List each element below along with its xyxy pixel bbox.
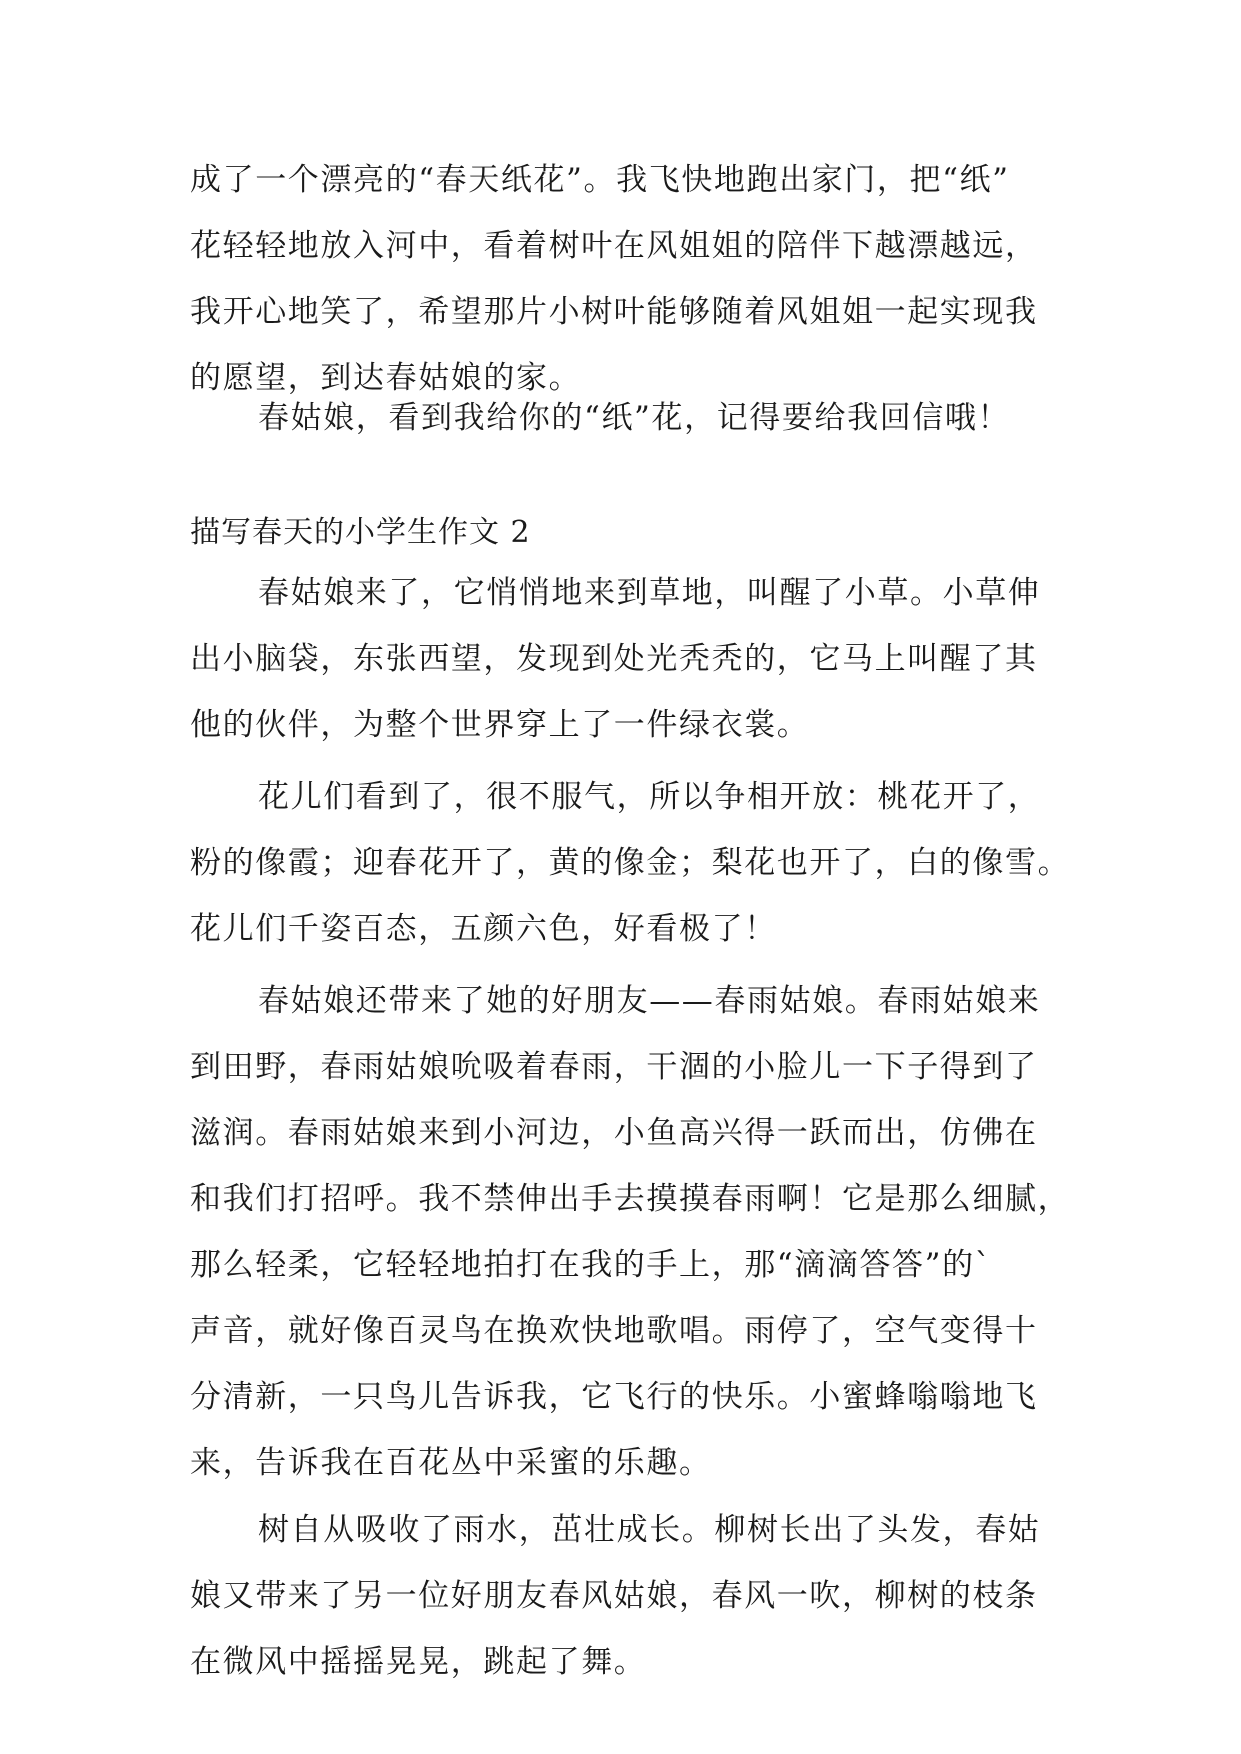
text-line: 花儿们千姿百态，五颜六色，好看极了！ bbox=[190, 911, 777, 947]
text-line: 出小脑袋，东张西望，发现到处光秃秃的，它马上叫醒了其 bbox=[190, 641, 1038, 677]
text-line: 的愿望，到达春姑娘的家。 bbox=[190, 360, 582, 396]
text-line: 那么轻柔，它轻轻地拍打在我的手上，那“滴滴答答”的` bbox=[190, 1247, 992, 1283]
paragraph-3 bbox=[190, 968, 1071, 1496]
text-line: 春姑娘还带来了她的好朋友——春雨姑娘。春雨姑娘来 bbox=[258, 983, 1041, 1019]
text-line: 来，告诉我在百花丛中采蜜的乐趣。 bbox=[190, 1445, 712, 1481]
text-line: 滋润。春雨姑娘来到小河边，小鱼高兴得一跃而出，仿佛在 bbox=[190, 1115, 1038, 1151]
text-line: 粉的像霞；迎春花开了，黄的像金；梨花也开了，白的像雪。 bbox=[190, 845, 1071, 881]
text-line: 春姑娘，看到我给你的“纸”花，记得要给我回信哦！ bbox=[258, 400, 1011, 436]
paragraph-closing bbox=[190, 385, 1050, 451]
text-line: 和我们打招呼。我不禁伸出手去摸摸春雨啊！它是那么细腻， bbox=[190, 1181, 1071, 1217]
paragraph-4 bbox=[190, 1497, 1050, 1695]
text-line: 娘又带来了另一位好朋友春风姑娘，春风一吹，柳树的枝条 bbox=[190, 1578, 1038, 1614]
text-line: 到田野，春雨姑娘吮吸着春雨，干涸的小脸儿一下子得到了 bbox=[190, 1049, 1038, 1085]
text-line: 花轻轻地放入河中，看着树叶在风姐姐的陪伴下越漂越远， bbox=[190, 228, 1038, 264]
text-line: 在微风中摇摇晃晃，跳起了舞。 bbox=[190, 1644, 647, 1680]
paragraph-2 bbox=[190, 764, 1071, 962]
text-line: 春姑娘来了，它悄悄地来到草地，叫醒了小草。小草伸 bbox=[258, 575, 1041, 611]
text-line: 声音，就好像百灵鸟在换欢快地歌唱。雨停了，空气变得十 bbox=[190, 1313, 1038, 1349]
text-line: 我开心地笑了，希望那片小树叶能够随着风姐姐一起实现我 bbox=[190, 294, 1038, 330]
essay-title: 描写春天的小学生作文 2 bbox=[190, 515, 531, 550]
text-line: 他的伙伴，为整个世界穿上了一件绿衣裳。 bbox=[190, 707, 810, 743]
text-line: 树自从吸收了雨水，茁壮成长。柳树长出了头发，春姑 bbox=[258, 1512, 1041, 1548]
paragraph-1 bbox=[190, 560, 1050, 758]
text-line: 成了一个漂亮的“春天纸花”。我飞快地跑出家门，把“纸” bbox=[190, 162, 1010, 198]
paragraph-continuation bbox=[190, 147, 1050, 411]
text-line: 花儿们看到了，很不服气，所以争相开放：桃花开了， bbox=[258, 779, 1041, 815]
text-line: 分清新，一只鸟儿告诉我，它飞行的快乐。小蜜蜂嗡嗡地飞 bbox=[190, 1379, 1038, 1415]
